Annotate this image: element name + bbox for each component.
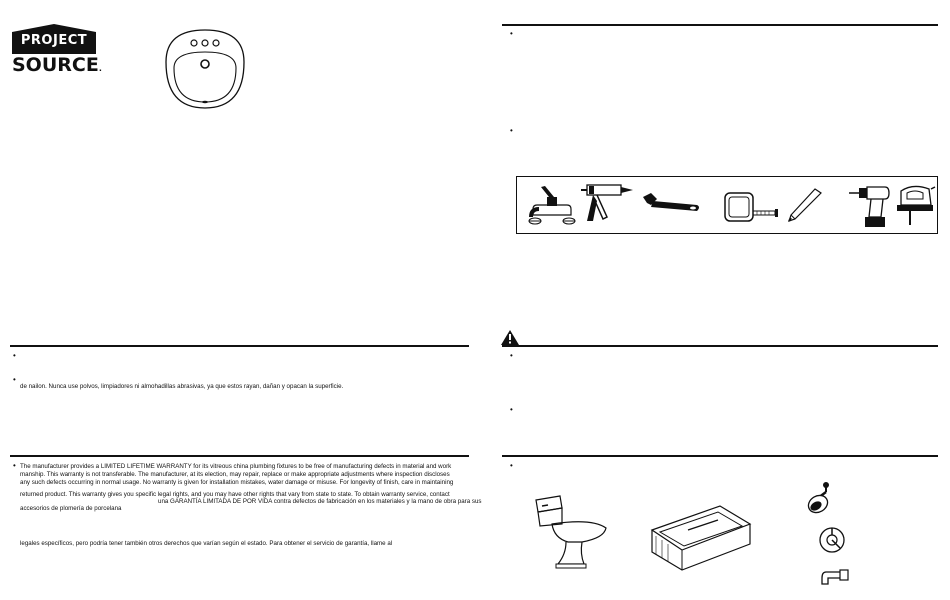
warranty-es-line: legales específicos, pero podría tener también otros derechos que varían según el estado. Para obtener el servicio de garantía, llame al — [20, 540, 393, 547]
toilet-icon — [532, 494, 612, 572]
showerhead-icon — [806, 482, 846, 516]
pencil-icon — [785, 185, 825, 225]
tools-box — [516, 176, 938, 234]
warranty-line: returned product. This warranty gives you specific legal rights, and you may have other rights that vary from state to state. To obtain warranty service, contact — [20, 491, 450, 498]
warranty-es-line: accesorios de plomería de porcelana — [20, 505, 122, 512]
warranty-line: any such defects occurring in normal usage. No warranty is given for installation mistakes, water damage or misuse. For longevity of finish, care in maintaining — [20, 479, 454, 486]
bullet: • — [510, 405, 513, 414]
bullet: • — [510, 29, 513, 38]
project-source-logo — [12, 24, 100, 76]
bullet: • — [13, 351, 16, 360]
tub-spout-icon — [820, 568, 850, 590]
warranty-line: manship. This warranty is not transferable. The manufacturer, at its election, may repair, replace or make appropriate adjustments where inspection discloses — [20, 471, 450, 478]
caulk-gun-icon — [581, 181, 637, 229]
divider-products — [502, 455, 938, 457]
warranty-es-line: una GARANTÍA LIMITADA DE POR VIDA contra defectos de fabricación en los materiales y la mano de obra para sus — [158, 498, 482, 505]
spanish-care-text: de nailon. Nunca use polvos, limpiadores ni almohadillas abrasivas, ya que estos rayan, dañan y opacan la superficie. — [20, 383, 344, 390]
bullet: • — [510, 351, 513, 360]
wrench-icon — [637, 191, 703, 221]
logo-line1: PROJECT — [20, 33, 88, 48]
tape-measure-icon — [723, 189, 779, 225]
bullet: • — [13, 461, 16, 470]
divider-warranty — [10, 455, 469, 457]
logo-line2: SOURCE. — [12, 54, 102, 76]
bullet: • — [13, 375, 16, 384]
jigsaw-icon — [893, 183, 937, 229]
drill-icon — [847, 183, 891, 229]
faucet-icon — [523, 185, 581, 227]
bullet: • — [510, 461, 513, 470]
bullet: • — [510, 126, 513, 135]
divider-tools — [502, 24, 938, 26]
divider-care — [10, 345, 469, 347]
sink-icon — [160, 28, 250, 110]
divider-caution — [502, 345, 938, 347]
shower-valve-icon — [818, 524, 846, 556]
warranty-line: The manufacturer provides a LIMITED LIFETIME WARRANTY for its vitreous china plumbing fixtures to be free of manufacturing defects in material and work — [20, 463, 452, 470]
bathtub-icon — [648, 500, 754, 572]
warning-icon — [501, 330, 519, 345]
